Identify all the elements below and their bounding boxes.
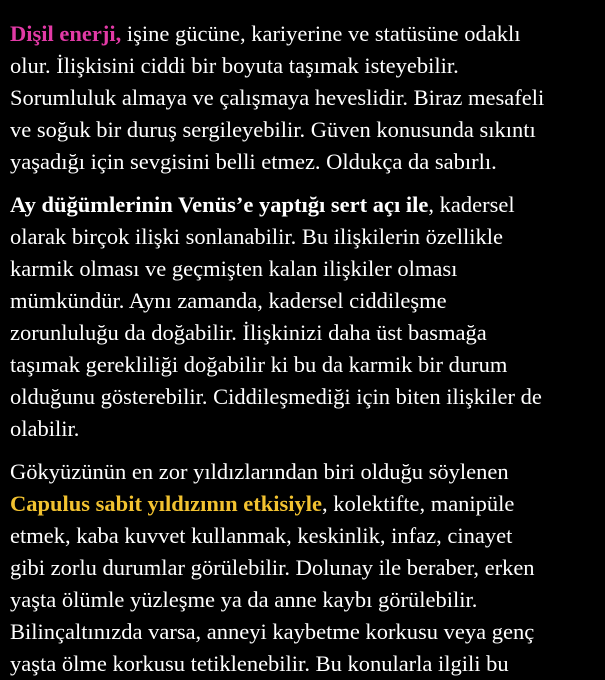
text-line (10, 488, 600, 520)
text-line: yaşta ölümle yüzleşme ya da anne kaybı görülebilir. (10, 587, 478, 612)
text-line (10, 189, 600, 221)
article-body (10, 18, 600, 680)
text-line: gibi zorlu durumlar görülebilir. Dolunay ile beraber, erken (10, 555, 535, 580)
line-text: , kolektifte, manipüle (321, 491, 515, 516)
text-line: Bilinçaltınızda varsa, anneyi kaybetme korkusu veya genç (10, 619, 535, 644)
text-line: Sorumluluk almaya ve çalışmaya heveslidir. Biraz mesafeli (10, 85, 545, 110)
line-text: işine gücüne, kariyerine ve statüsüne odaklı (121, 21, 521, 46)
text-line: olarak birçok ilişki sonlanabilir. Bu ilişkilerin özellikle (10, 224, 504, 249)
text-line: etmek, kaba kuvvet kullanmak, keskinlik, infaz, cinayet (10, 523, 513, 548)
text-line: olur. İlişkisini ciddi bir boyuta taşımak isteyebilir. (10, 53, 459, 78)
text-line (10, 18, 600, 50)
text-line: yaşta ölme korkusu tetiklenebilir. Bu konularla ilgili bu (10, 651, 509, 676)
highlight-capulus-star: Capulus sabit yıldızının etkisiyle (10, 491, 322, 516)
text-line: zorunluluğu da doğabilir. İlişkinizi daha üst basmağa (10, 320, 487, 345)
text-line: mümkündür. Aynı zamanda, kadersel ciddileşme (10, 288, 447, 313)
highlight-feminine-energy: Dişil enerji, (10, 21, 122, 46)
text-line: taşımak gerekliliği doğabilir ki bu da karmik bir durum (10, 352, 508, 377)
text-line: Gökyüzünün en zor yıldızlarından biri olduğu söylenen (10, 459, 509, 484)
paragraph-capulus-star (10, 456, 600, 680)
paragraph-lunar-nodes (10, 189, 600, 445)
text-line: olduğunu gösterebilir. Ciddileşmediği için biten ilişkiler de (10, 384, 542, 409)
text-line: ve soğuk bir duruş sergileyebilir. Güven konusunda sıkıntı (10, 117, 536, 142)
text-line: yaşadığı için sevgisini belli etmez. Oldukça da sabırlı. (10, 149, 497, 174)
text-line: olabilir. (10, 416, 80, 441)
line-text: , kadersel (428, 192, 515, 217)
paragraph-feminine-energy (10, 18, 600, 178)
text-line: karmik olması ve geçmişten kalan ilişkiler olması (10, 256, 458, 281)
bold-lunar-nodes: Ay düğümlerinin Venüs’e yaptığı sert açı ile (10, 192, 429, 217)
